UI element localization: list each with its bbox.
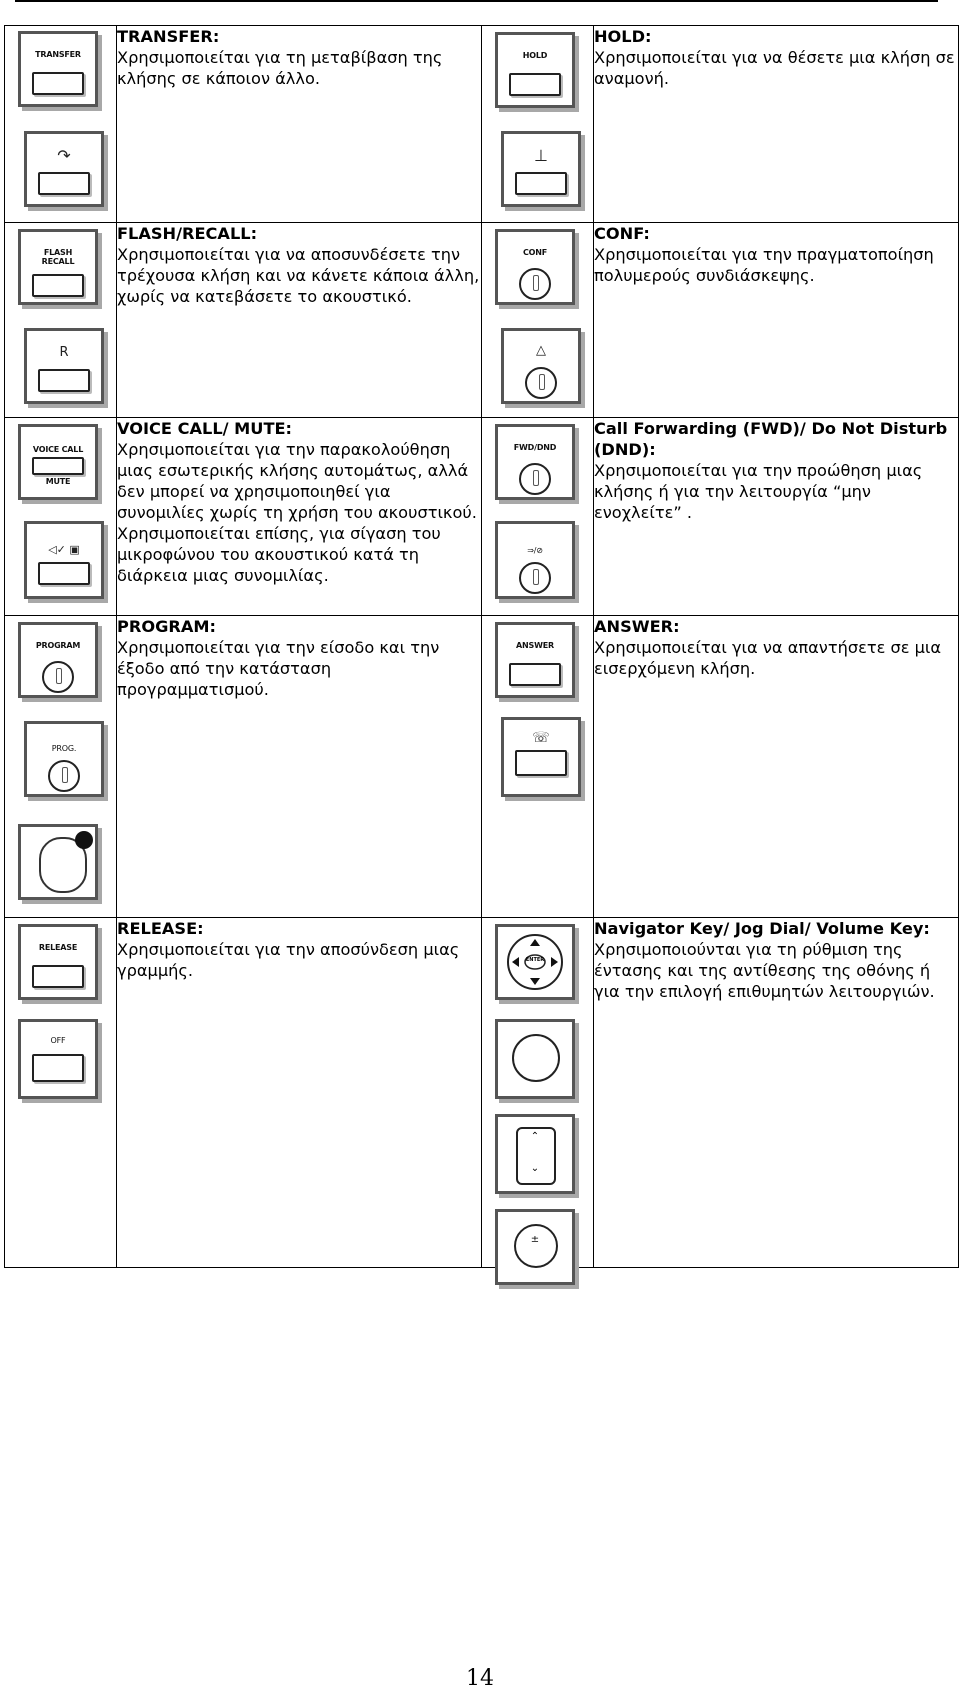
table-row bbox=[5, 918, 959, 1268]
key-function-table bbox=[4, 25, 959, 1268]
key-desc: Χρησιμοποιείται για να απαντήσετε σε μια εισερχόμενη κλήση. bbox=[594, 638, 942, 678]
key-title: ANSWER: bbox=[594, 617, 680, 636]
answer-description bbox=[594, 616, 959, 918]
conf-key-icon: CONF bbox=[495, 229, 575, 305]
recall-alt-key-icon: R bbox=[24, 328, 104, 404]
program-key-icon: PROGRAM bbox=[18, 622, 98, 698]
key-title: TRANSFER: bbox=[117, 27, 220, 46]
key-rect bbox=[32, 72, 84, 95]
fwd-description bbox=[594, 418, 959, 616]
key-rect bbox=[32, 274, 84, 297]
key-desc-2: Χρησιμοποιείται επίσης, για σίγαση του μικροφώνου του ακουστικού κατά τη διάρκεια μιας συνομιλίας. bbox=[117, 524, 441, 585]
voice-call-key-icon: VOICE CALL MUTE bbox=[18, 424, 98, 500]
prog-alt-key-icon: PROG. bbox=[24, 721, 104, 797]
mute-alt-key-icon: ◁✓ ▣ bbox=[24, 521, 104, 599]
key-round bbox=[42, 661, 74, 693]
key-title: VOICE CALL/ MUTE: bbox=[117, 419, 293, 438]
table-row bbox=[5, 616, 959, 918]
flash-recall-key-icon: FLASH RECALL bbox=[18, 229, 98, 305]
volume-up-icon: ⌃ bbox=[530, 1131, 540, 1142]
answer-icons bbox=[482, 616, 594, 918]
key-desc: Χρησιμοποιείται για την παρακολούθηση μιας εσωτερικής κλήσης αυτομάτως, αλλά δεν μπορεί να χρησιμοποιηθεί για συνομιλίες χωρίς τη χρήση του ακουστικού. bbox=[117, 440, 477, 522]
hold-alt-key-icon: ⊥ bbox=[501, 131, 581, 207]
table-row bbox=[5, 26, 959, 223]
release-icons bbox=[5, 918, 117, 1268]
key-title: Call Forwarding (FWD)/ Do Not Disturb (DND): bbox=[594, 419, 948, 459]
table-row bbox=[5, 223, 959, 418]
fwd-dnd-key-icon: FWD/DND bbox=[495, 424, 575, 500]
key-round bbox=[519, 463, 551, 495]
key-rect bbox=[38, 369, 90, 392]
flash-icons bbox=[5, 223, 117, 418]
jog-dial-icon bbox=[495, 1019, 575, 1099]
hold-description bbox=[594, 26, 959, 223]
key-desc: Χρησιμοποιείται για την προώθηση μιας κλήσης ή για την λειτουργία “μην ενοχλείτε” . bbox=[594, 461, 923, 522]
key-title: Navigator Key/ Jog Dial/ Volume Key: bbox=[594, 919, 930, 938]
volume-key-icon bbox=[495, 1114, 575, 1194]
key-rect bbox=[38, 562, 90, 585]
flash-description bbox=[117, 223, 482, 418]
volume-dial-icon bbox=[495, 1209, 575, 1285]
top-rule bbox=[15, 0, 938, 2]
indicator-dot bbox=[75, 831, 93, 849]
key-rect bbox=[32, 965, 84, 988]
voice-icons bbox=[5, 418, 117, 616]
key-round bbox=[525, 367, 557, 399]
key-desc: Χρησιμοποιείται για την αποσύνδεση μιας γραμμής. bbox=[117, 940, 460, 980]
key-desc: Χρησιμοποιείται για την πραγματοποίηση πολυμερούς συνδιάσκεψης. bbox=[594, 245, 934, 285]
key-title: RELEASE: bbox=[117, 919, 204, 938]
conf-icons bbox=[482, 223, 594, 418]
plus-minus-icon: ± bbox=[530, 1234, 540, 1245]
table-row bbox=[5, 418, 959, 616]
key-desc: Χρησιμοποιείται για τη μεταβίβαση της κλήσης σε κάποιον άλλο. bbox=[117, 48, 443, 88]
dial-ring bbox=[512, 1034, 560, 1082]
key-rect bbox=[515, 750, 567, 776]
key-title: HOLD: bbox=[594, 27, 652, 46]
navigator-description bbox=[594, 918, 959, 1268]
release-description bbox=[117, 918, 482, 1268]
transfer-alt-key-icon: ↷ bbox=[24, 131, 104, 207]
key-rect bbox=[32, 457, 84, 475]
navigator-key-icon: ENTER bbox=[495, 924, 575, 1000]
voice-description bbox=[117, 418, 482, 616]
transfer-icons bbox=[5, 26, 117, 223]
key-round bbox=[48, 760, 80, 792]
dual-button-key-icon bbox=[18, 824, 98, 900]
key-title: FLASH/RECALL: bbox=[117, 224, 258, 243]
release-key-icon: RELEASE bbox=[18, 924, 98, 1000]
answer-alt-key-icon: ☏ bbox=[501, 717, 581, 797]
key-title: PROGRAM: bbox=[117, 617, 216, 636]
key-title: CONF: bbox=[594, 224, 650, 243]
key-round bbox=[519, 562, 551, 594]
key-rect bbox=[509, 663, 561, 686]
dial-ring bbox=[514, 1224, 558, 1268]
key-desc: Χρησιμοποιείται για να θέσετε μια κλήση σε αναμονή. bbox=[594, 48, 955, 88]
conf-alt-key-icon: △ bbox=[501, 328, 581, 404]
key-rect bbox=[38, 172, 90, 195]
page-number: 14 bbox=[466, 1666, 494, 1691]
program-icons bbox=[5, 616, 117, 918]
release-alt-key-icon: OFF bbox=[18, 1019, 98, 1099]
key-rect bbox=[32, 1054, 84, 1082]
program-description bbox=[117, 616, 482, 918]
hold-icons bbox=[482, 26, 594, 223]
key-desc: Χρησιμοποιείται για να αποσυνδέσετε την τρέχουσα κλήση και να κάνετε κάποια άλλη, χωρίς να κατεβάσετε το ακουστικό. bbox=[117, 245, 480, 306]
fwd-icons bbox=[482, 418, 594, 616]
key-desc: Χρησιμοποιείται για την είσοδο και την έξοδο από την κατάσταση προγραμματισμού. bbox=[117, 638, 440, 699]
fwd-alt-key-icon: ⇒/⊘ bbox=[495, 521, 575, 599]
key-desc: Χρησιμοποιούνται για τη ρύθμιση της έντασης και της αντίθεσης της οθόνης ή για την επιλογή επιθυμητών λειτουργιών. bbox=[594, 940, 935, 1001]
navigator-icons bbox=[482, 918, 594, 1268]
key-round bbox=[519, 268, 551, 300]
transfer-description bbox=[117, 26, 482, 223]
answer-key-icon: ANSWER bbox=[495, 622, 575, 698]
key-rect bbox=[509, 73, 561, 96]
volume-down-icon: ⌄ bbox=[530, 1163, 540, 1174]
key-rect bbox=[515, 172, 567, 195]
conf-description bbox=[594, 223, 959, 418]
transfer-key-icon: TRANSFER bbox=[18, 31, 98, 107]
hold-key-icon: HOLD bbox=[495, 32, 575, 108]
